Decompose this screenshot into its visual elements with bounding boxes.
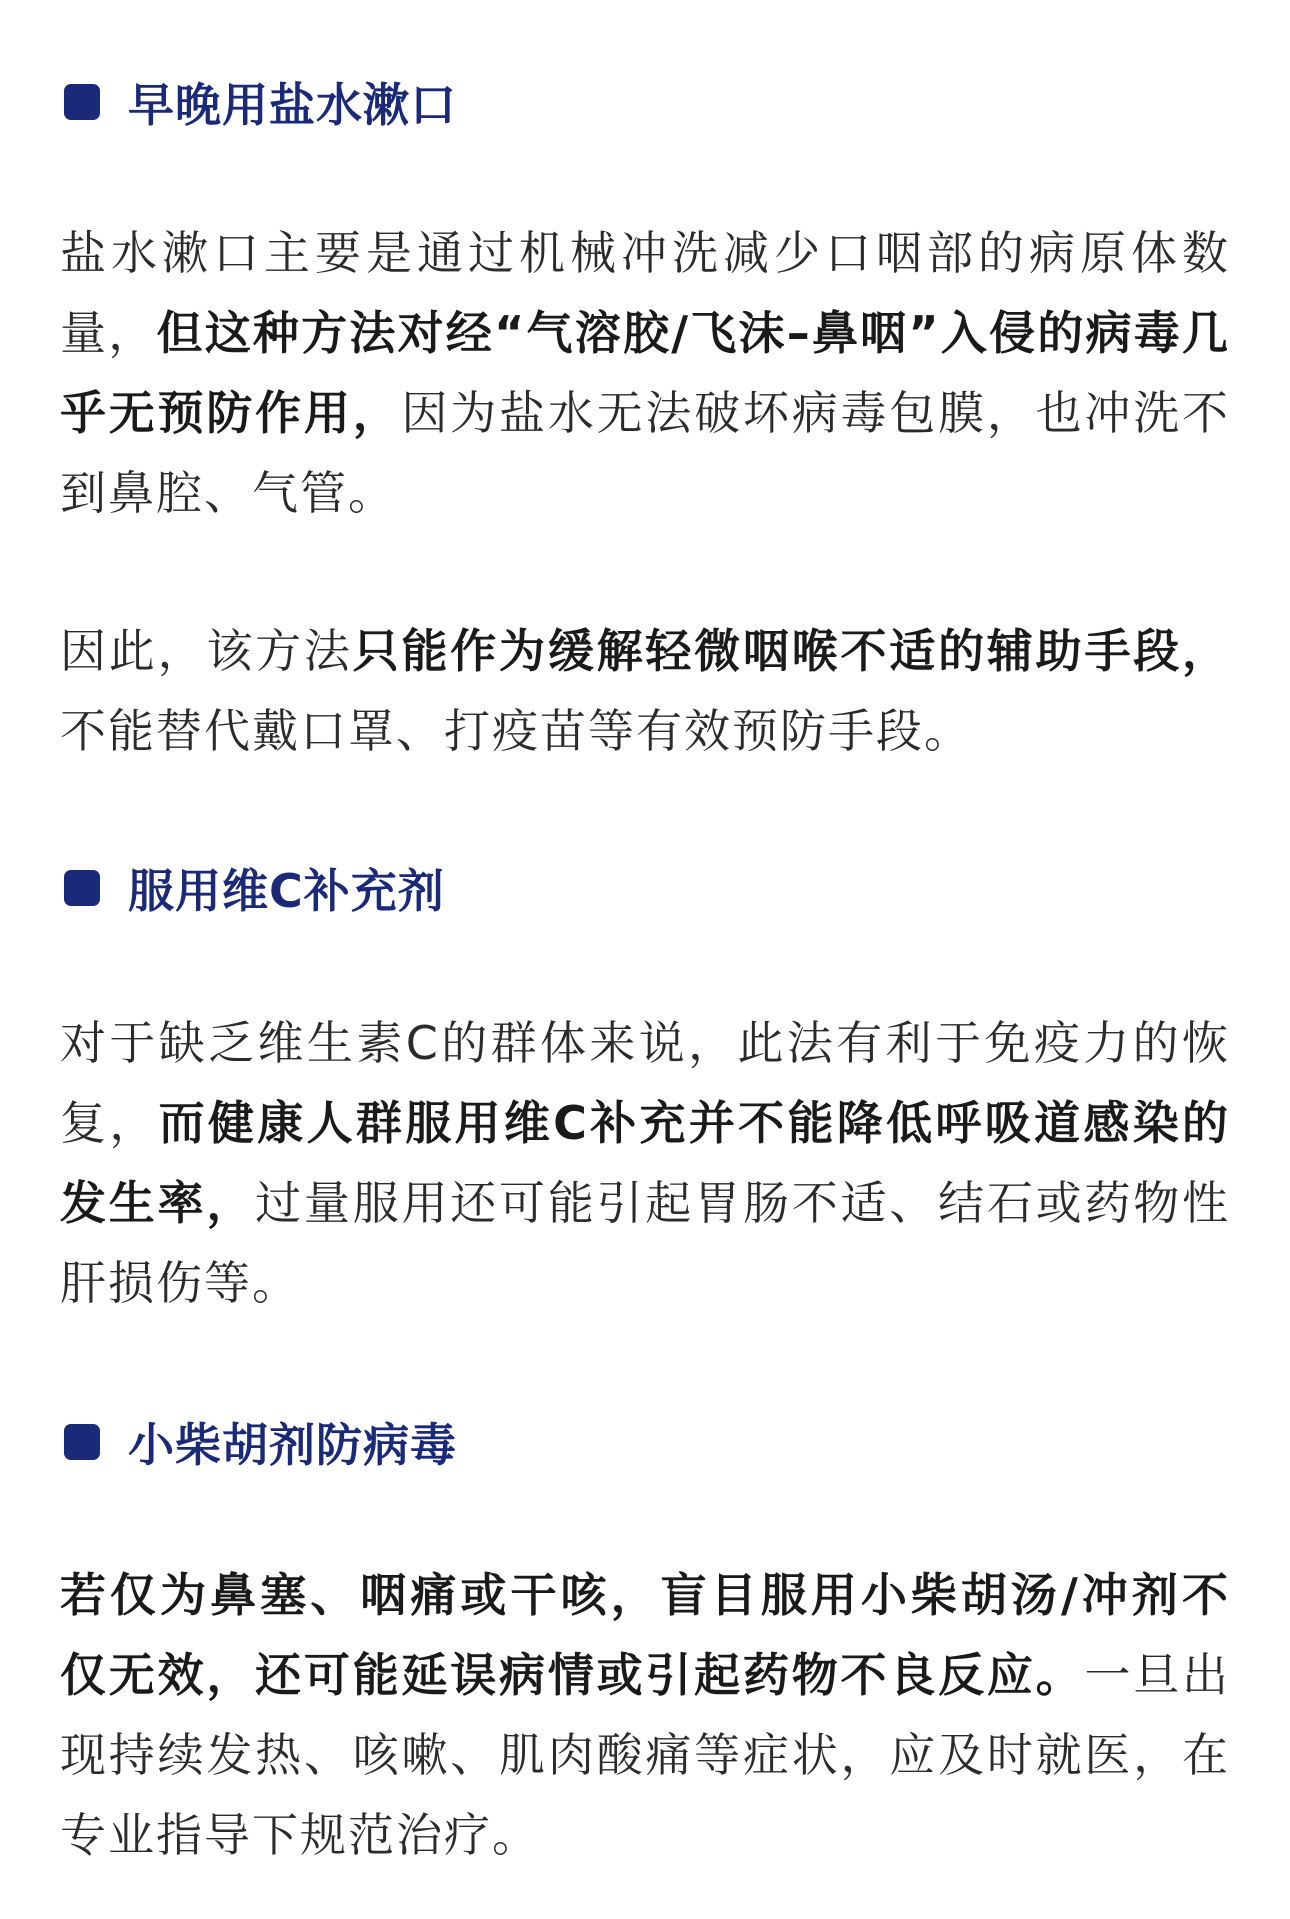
body-paragraph (60, 1555, 1230, 1875)
body-text: 过量服用还可能引起胃肠不适、结石或药物性肝损伤等。 (60, 1176, 1231, 1310)
section-title: 服用维C补充剂 (128, 864, 445, 918)
body-text: 盐水漱口主要是通过机械冲洗减少口咽部的病原体数量， (60, 226, 1230, 360)
body-text: 一旦出现持续发热、咳嗽、肌肉酸痛等症状，应及时就医，在专业指导下规范治疗。 (60, 1648, 1231, 1862)
emphasized-text: 只能作为缓解轻微咽喉不适的辅助手段， (352, 624, 1231, 678)
section-title: 早晚用盐水漱口 (128, 78, 457, 132)
section-heading-vitamin-c (64, 858, 445, 918)
section-title: 小柴胡剂防病毒 (128, 1418, 457, 1472)
body-text: 对于缺乏维生素C的群体来说，此法有利于免疫力的恢复， (60, 1016, 1230, 1150)
square-bullet-icon (64, 870, 100, 906)
emphasized-text: 若仅为鼻塞、咽痛或干咳，盲目服用小柴胡汤/冲剂不仅无效，还可能延误病情或引起药物不良反应。 (60, 1568, 1230, 1702)
section-heading-saltwater (64, 72, 457, 132)
emphasized-text: 而健康人群服用维C补充并不能降低呼吸道感染的发生率， (60, 1096, 1231, 1230)
square-bullet-icon (64, 1424, 100, 1460)
body-text: 不能替代戴口罩、打疫苗等有效预防手段。 (60, 704, 972, 758)
body-paragraph (60, 611, 1230, 771)
body-paragraph (60, 1003, 1230, 1323)
section-heading-xiaochaihu (64, 1412, 457, 1472)
body-text: 因为盐水无法破坏病毒包膜，也冲洗不到鼻腔、气管。 (60, 386, 1231, 520)
body-paragraph (60, 213, 1230, 533)
body-text: 因此，该方法 (60, 624, 353, 678)
emphasized-text: 但这种方法对经“气溶胶/飞沫–鼻咽”入侵的病毒几乎无预防作用， (60, 306, 1231, 440)
square-bullet-icon (64, 84, 100, 120)
